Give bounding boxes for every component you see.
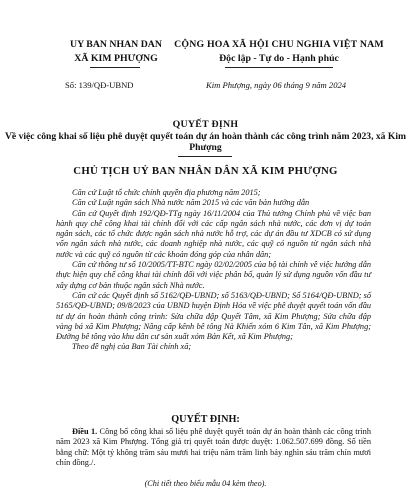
preamble-item: Căn cứ Luật tổ chức chính quyền địa phương năm 2015; — [72, 188, 261, 197]
issuing-authority-line1: UY BAN NHAN DAN — [70, 39, 162, 50]
document-number: Số: 139/QĐ-UBND — [65, 80, 134, 90]
document-subject: Về việc công khai số liệu phê duyệt quyết toán dự án hoàn thành các công trình năm 2023, xã Kim Phượng — [4, 131, 406, 153]
national-motto: Độc lập - Tự do - Hạnh phúc — [219, 53, 339, 64]
article-1-label: Điều 1. — [72, 427, 98, 436]
national-motto-underline — [225, 67, 333, 68]
attachment-note: (Chi tiết theo biểu mẫu 04 kèm theo). — [144, 479, 267, 488]
document-type: QUYẾT ĐỊNH — [172, 119, 239, 130]
decision-heading: QUYẾT ĐỊNH: — [171, 414, 240, 425]
article-1 — [56, 427, 371, 468]
preamble-item: Căn cứ Luật ngân sách Nhà nước năm 2015 và các văn bản hướng dẫn — [72, 198, 310, 208]
issuing-authority — [52, 38, 180, 66]
subject-underline — [178, 156, 232, 157]
preamble-item: Theo đề nghị của Ban Tài chính xã; — [72, 342, 192, 352]
issuing-officer-title: CHỦ TỊCH UỶ BAN NHÂN DÂN XÃ KIM PHƯỢNG — [73, 165, 338, 177]
issuing-authority-line2: XÃ KIM PHƯỢNG — [74, 53, 158, 64]
place-and-date: Kim Phượng, ngày 06 tháng 9 năm 2024 — [206, 80, 347, 90]
preamble — [56, 188, 371, 353]
national-name: CỘNG HOA XÃ HỘI CHU NGHIA VIỆT NAM — [174, 39, 384, 50]
preamble-item: Căn cứ các Quyết định số 5162/QĐ-UBND; số 5163/QĐ-UBND; Số 5164/QĐ-UBND; số 5165/QĐ-UBND; 09/8/2023 của UBND huyện Định Hóa về việc phê duyệt quyết toán vốn đầu tư dự án hoàn thành công trình: Sửa chữa đập Quyết Tâm, xã Kim Phượng; Sửa chữa đập vàng bá xã Kim Phượng; Nâng cấp kênh bê tông Nà Khiển xóm 6 Kim Tân, xã Kim Phượng; Đường bê tông vào khu dân cư sản xuất xóm Bản Kết, xã Kim Phượng; — [56, 290, 371, 342]
national-title — [172, 38, 386, 66]
preamble-item: Căn cứ thông tư số 10/2005/TT-BTC ngày 02/02/2005 của bộ tài chính về việc hướng dẫn thực hiện quy chế công khai tài chính đối với việc phân bổ, quản lý sử dụng nguồn vốn đầu tư xây dựng cơ bản thuộc ngân sách Nhà nước. — [56, 260, 371, 290]
preamble-item: Căn cứ Quyết định 192/QĐ-TTg ngày 16/11/2004 của Thủ tướng Chính phủ về việc ban hành quy chế công khai tài chính đối với các cấp ngân sách nhà nước, các đơn vị dự toán ngân sách, các tổ chức được ngân sách nhà nước hỗ trợ, các dự án đầu tư XDCB có sử dụng vốn ngân sách nhà nước, các doanh nghiệp nhà nước, các quỹ có nguồn từ ngân sách nhà nước và các quỹ có nguồn từ các khoản đóng góp của nhân dân; — [56, 208, 371, 259]
article-1-text: Công bố công khai số liệu phê duyệt quyết toán dự án hoàn thành các công trình năm 2023 xã Kim Phượng. Tổng giá trị quyết toán được duyệt: 1.062.507.699 đồng. Số tiền bằng chữ: Một tỷ không trăm sáu mươi hai triệu năm trăm linh bảy nghìn sáu trăm chín mươi chín đồng./. — [56, 427, 371, 467]
issuing-authority-underline — [90, 67, 140, 68]
